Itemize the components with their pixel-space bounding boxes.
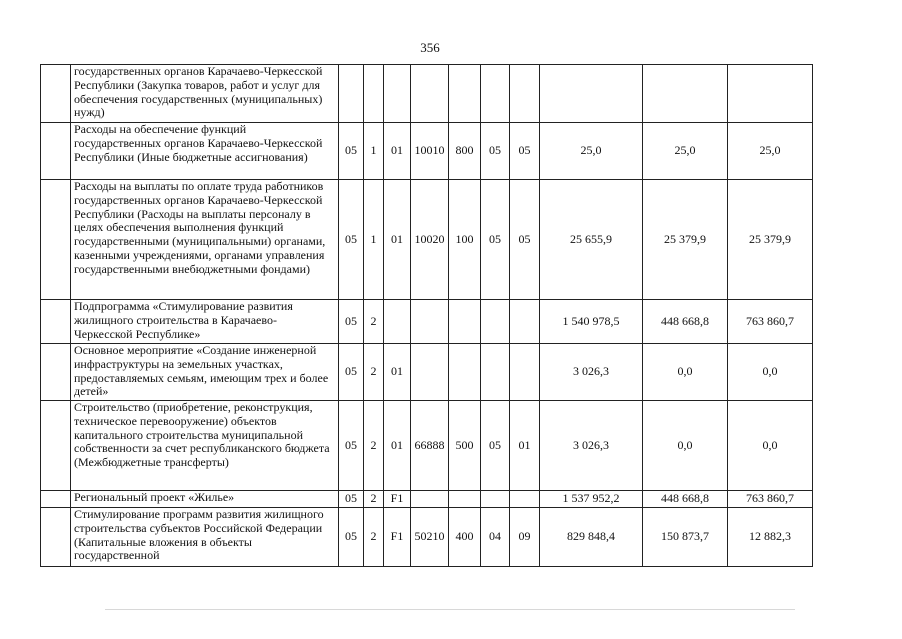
- code-cell: 05: [339, 300, 364, 344]
- code-cell: 05: [339, 508, 364, 567]
- amount-cell: 25 655,9: [540, 180, 643, 300]
- code-cell: [411, 300, 449, 344]
- code-cell: [449, 491, 481, 508]
- row-name: государственных органов Карачаево-Черкесской Республики (Закупка товаров, работ и услуг для обеспечения государственных (муниципальных) нужд): [71, 65, 339, 123]
- code-cell: 05: [339, 123, 364, 180]
- amount-cell: 763 860,7: [728, 491, 813, 508]
- code-cell: 10020: [411, 180, 449, 300]
- table-row: [41, 401, 813, 491]
- amount-cell: 25,0: [643, 123, 728, 180]
- code-cell: [510, 300, 540, 344]
- budget-table: [40, 64, 813, 567]
- row-name: Расходы на обеспечение функций государственных органов Карачаево-Черкесской Республики (Иные бюджетные ассигнования): [71, 123, 339, 180]
- row-blank-cell: [41, 508, 71, 567]
- amount-cell: 448 668,8: [643, 491, 728, 508]
- code-cell: 01: [384, 401, 411, 491]
- code-cell: 400: [449, 508, 481, 567]
- code-cell: [384, 65, 411, 123]
- code-cell: [481, 344, 510, 401]
- row-blank-cell: [41, 123, 71, 180]
- code-cell: 2: [364, 300, 384, 344]
- table-row: [41, 300, 813, 344]
- code-cell: 05: [339, 344, 364, 401]
- code-cell: 50210: [411, 508, 449, 567]
- amount-cell: 25 379,9: [728, 180, 813, 300]
- code-cell: [510, 344, 540, 401]
- page-number: 356: [420, 40, 440, 55]
- code-cell: 05: [510, 180, 540, 300]
- code-cell: 01: [384, 123, 411, 180]
- table-row: [41, 65, 813, 123]
- code-cell: [449, 300, 481, 344]
- code-cell: [449, 65, 481, 123]
- code-cell: [384, 300, 411, 344]
- code-cell: [481, 300, 510, 344]
- amount-cell: [643, 65, 728, 123]
- code-cell: F1: [384, 491, 411, 508]
- amount-cell: 763 860,7: [728, 300, 813, 344]
- code-cell: 04: [481, 508, 510, 567]
- code-cell: 05: [510, 123, 540, 180]
- amount-cell: [728, 65, 813, 123]
- code-cell: 05: [339, 491, 364, 508]
- code-cell: 800: [449, 123, 481, 180]
- code-cell: 09: [510, 508, 540, 567]
- amount-cell: 448 668,8: [643, 300, 728, 344]
- amount-cell: 1 540 978,5: [540, 300, 643, 344]
- code-cell: 2: [364, 491, 384, 508]
- row-name: Расходы на выплаты по оплате труда работников государственных органов Карачаево-Черкесской Республики (Расходы на выплаты персоналу в целях обеспечения выполнения функций государственными (муниципальными) органами, казенными учреждениями, органами управления государственными внебюджетными фондами): [71, 180, 339, 300]
- code-cell: 1: [364, 180, 384, 300]
- row-blank-cell: [41, 491, 71, 508]
- code-cell: 01: [384, 344, 411, 401]
- code-cell: 01: [510, 401, 540, 491]
- row-name: Стимулирование программ развития жилищного строительства субъектов Российской Федерации (Капитальные вложения в объекты государственной: [71, 508, 339, 567]
- code-cell: 2: [364, 344, 384, 401]
- amount-cell: 25,0: [728, 123, 813, 180]
- code-cell: 05: [481, 123, 510, 180]
- code-cell: 05: [481, 401, 510, 491]
- code-cell: [411, 491, 449, 508]
- scan-edge-line: [105, 609, 795, 610]
- code-cell: 66888: [411, 401, 449, 491]
- amount-cell: 0,0: [643, 401, 728, 491]
- code-cell: 100: [449, 180, 481, 300]
- code-cell: 2: [364, 401, 384, 491]
- code-cell: [411, 65, 449, 123]
- code-cell: 500: [449, 401, 481, 491]
- code-cell: [449, 344, 481, 401]
- code-cell: 10010: [411, 123, 449, 180]
- row-name: Подпрограмма «Стимулирование развития жилищного строительства в Карачаево-Черкесской Республике»: [71, 300, 339, 344]
- code-cell: 2: [364, 508, 384, 567]
- amount-cell: 3 026,3: [540, 344, 643, 401]
- table-row: [41, 344, 813, 401]
- amount-cell: 150 873,7: [643, 508, 728, 567]
- table-row: [41, 180, 813, 300]
- amount-cell: 3 026,3: [540, 401, 643, 491]
- amount-cell: [540, 65, 643, 123]
- code-cell: [481, 65, 510, 123]
- code-cell: 1: [364, 123, 384, 180]
- amount-cell: 829 848,4: [540, 508, 643, 567]
- amount-cell: 1 537 952,2: [540, 491, 643, 508]
- row-blank-cell: [41, 65, 71, 123]
- code-cell: [481, 491, 510, 508]
- code-cell: [364, 65, 384, 123]
- row-name: Строительство (приобретение, реконструкция, техническое перевооружение) объектов капитального строительства муниципальной собственности за счет республиканского бюджета (Межбюджетные трансферты): [71, 401, 339, 491]
- amount-cell: 0,0: [643, 344, 728, 401]
- row-blank-cell: [41, 180, 71, 300]
- code-cell: [411, 344, 449, 401]
- code-cell: F1: [384, 508, 411, 567]
- amount-cell: 0,0: [728, 344, 813, 401]
- table-row: [41, 491, 813, 508]
- amount-cell: 25 379,9: [643, 180, 728, 300]
- code-cell: 01: [384, 180, 411, 300]
- code-cell: [510, 491, 540, 508]
- code-cell: 05: [339, 180, 364, 300]
- row-name: Основное мероприятие «Создание инженерной инфраструктуры на земельных участках, предоставляемых семьям, имеющим трех и более детей»: [71, 344, 339, 401]
- code-cell: [510, 65, 540, 123]
- table-row: [41, 508, 813, 567]
- amount-cell: 12 882,3: [728, 508, 813, 567]
- amount-cell: 0,0: [728, 401, 813, 491]
- code-cell: 05: [481, 180, 510, 300]
- row-name: Региональный проект «Жилье»: [71, 491, 339, 508]
- code-cell: 05: [339, 401, 364, 491]
- code-cell: [339, 65, 364, 123]
- row-blank-cell: [41, 401, 71, 491]
- row-blank-cell: [41, 300, 71, 344]
- row-blank-cell: [41, 344, 71, 401]
- table-row: [41, 123, 813, 180]
- amount-cell: 25,0: [540, 123, 643, 180]
